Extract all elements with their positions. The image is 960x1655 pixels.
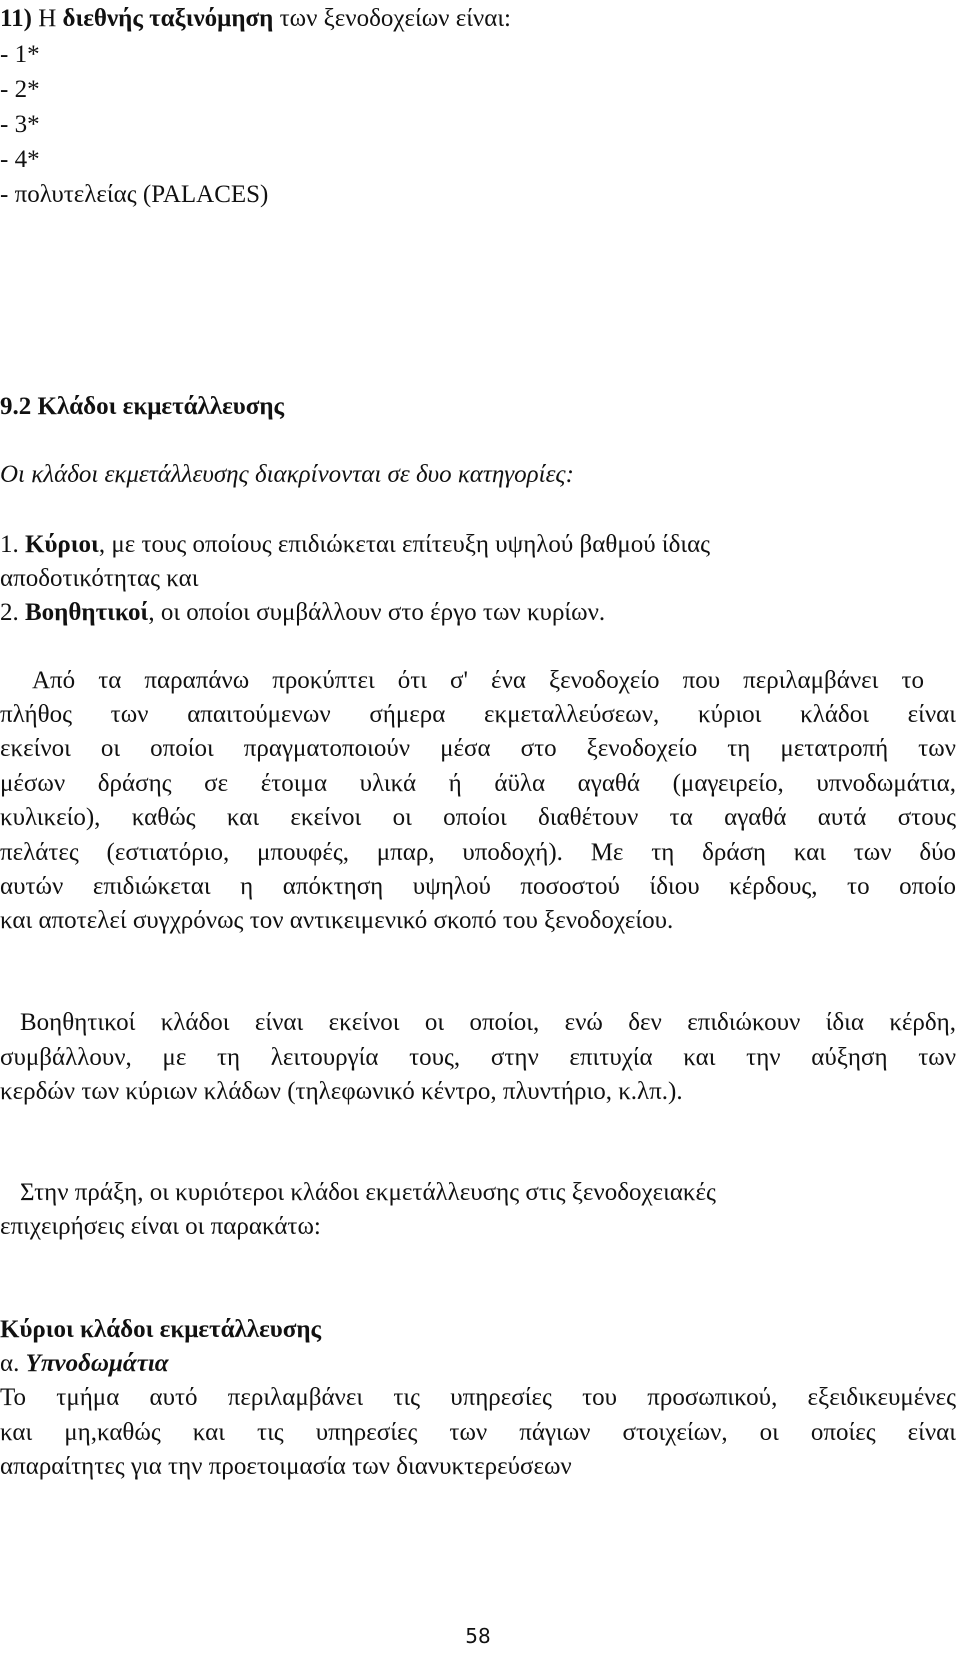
- paragraph-line: Από τα παραπάνω προκύπτει ότι σ' ένα ξενοδοχείο που περιλαμβάνει το: [32, 667, 924, 694]
- list-item: - 4*: [0, 146, 40, 173]
- paragraph-line: κερδών των κύριων κλάδων (τηλεφωνικό κέντρο, πλυντήριο, κ.λπ.).: [0, 1078, 683, 1105]
- question-text-pre: Η: [31, 5, 63, 32]
- category-item-1: [0, 532, 710, 557]
- paragraph-line: μέσων δράσης σε έτοιμα υλικά ή άϋλα αγαθά (μαγειρείο, υπνοδωμάτια,: [0, 770, 956, 797]
- paragraph-line: συμβάλλουν, με τη λειτουργία τους, στην επιτυχία και την αύξηση των: [0, 1044, 956, 1071]
- question-bold-term: διεθνής ταξινόμηση: [62, 5, 274, 32]
- item-text: , οι οποίοι συμβάλλουν στο έργο των κυρίων.: [148, 599, 606, 626]
- item-text: , με τους οποίους επιδιώκεται επίτευξη υψηλού βαθμού ίδιας: [98, 531, 711, 558]
- paragraph-line: επιχειρήσεις είναι οι παρακάτω:: [0, 1213, 321, 1240]
- section-heading: 9.2 Κλάδοι εκμετάλλευσης: [0, 393, 285, 420]
- list-item: - πολυτελείας (PALACES): [0, 181, 269, 208]
- item-bold-term: Βοηθητικοί: [25, 599, 149, 626]
- page-number: 58: [465, 1624, 491, 1648]
- paragraph-line: πλήθος των απαιτούμενων σήμερα εκμεταλλεύσεων, κύριοι κλάδοι είναι: [0, 701, 956, 728]
- list-item: - 1*: [0, 41, 40, 68]
- item-bold-term: Κύριοι: [25, 531, 99, 558]
- question-number: 11): [0, 5, 32, 32]
- paragraph-line: εκείνοι οι οποίοι πραγματοποιούν μέσα στο ξενοδοχείο τη μετατροπή των: [0, 735, 956, 762]
- paragraph-line: κυλικείο), καθώς και εκείνοι οι οποίοι διαθέτουν τα αγαθά αυτά στους: [0, 804, 956, 831]
- paragraph-line: Βοηθητικοί κλάδοι είναι εκείνοι οι οποίοι, ενώ δεν επιδιώκουν ίδια κέρδη,: [20, 1009, 956, 1036]
- list-item: - 2*: [0, 76, 40, 103]
- paragraph-line: Στην πράξη, οι κυριότεροι κλάδοι εκμετάλλευσης στις ξενοδοχειακές: [20, 1179, 716, 1206]
- paragraph-line: και μη,καθώς και τις υπηρεσίες των πάγιων στοιχείων, οι οποίες είναι: [0, 1419, 956, 1446]
- paragraph-line: απαραίτητες για την προετοιμασία των διανυκτερεύσεων: [0, 1453, 572, 1480]
- question-11-line: [0, 6, 511, 31]
- item-number: 1.: [0, 531, 25, 558]
- list-item: - 3*: [0, 111, 40, 138]
- paragraph-line: αυτών επιδιώκεται η απόκτηση υψηλού ποσοστού ίδιου κέρδους, το οποίο: [0, 873, 956, 900]
- category-item-2: [0, 600, 605, 625]
- paragraph-line: Το τμήμα αυτό περιλαμβάνει τις υπηρεσίες του προσωπικού, εξειδικευμένες: [0, 1384, 956, 1411]
- question-text-post: των ξενοδοχείων είναι:: [273, 5, 512, 32]
- subsection-item-title: [0, 1351, 169, 1376]
- item-letter: α.: [0, 1350, 26, 1377]
- paragraph-line: πελάτες (εστιατόριο, μπουφές, μπαρ, υποδοχή). Με τη δράση και των δύο: [0, 839, 956, 866]
- category-item-1-continued: αποδοτικότητας και: [0, 565, 199, 592]
- subsection-heading: Κύριοι κλάδοι εκμετάλλευσης: [0, 1316, 322, 1343]
- paragraph-line: και αποτελεί συγχρόνως τον αντικειμενικό σκοπό του ξενοδοχείου.: [0, 907, 674, 934]
- item-title: Υπνοδωμάτια: [25, 1350, 169, 1377]
- section-intro: Οι κλάδοι εκμετάλλευσης διακρίνονται σε δυο κατηγορίες:: [0, 461, 574, 488]
- item-number: 2.: [0, 599, 25, 626]
